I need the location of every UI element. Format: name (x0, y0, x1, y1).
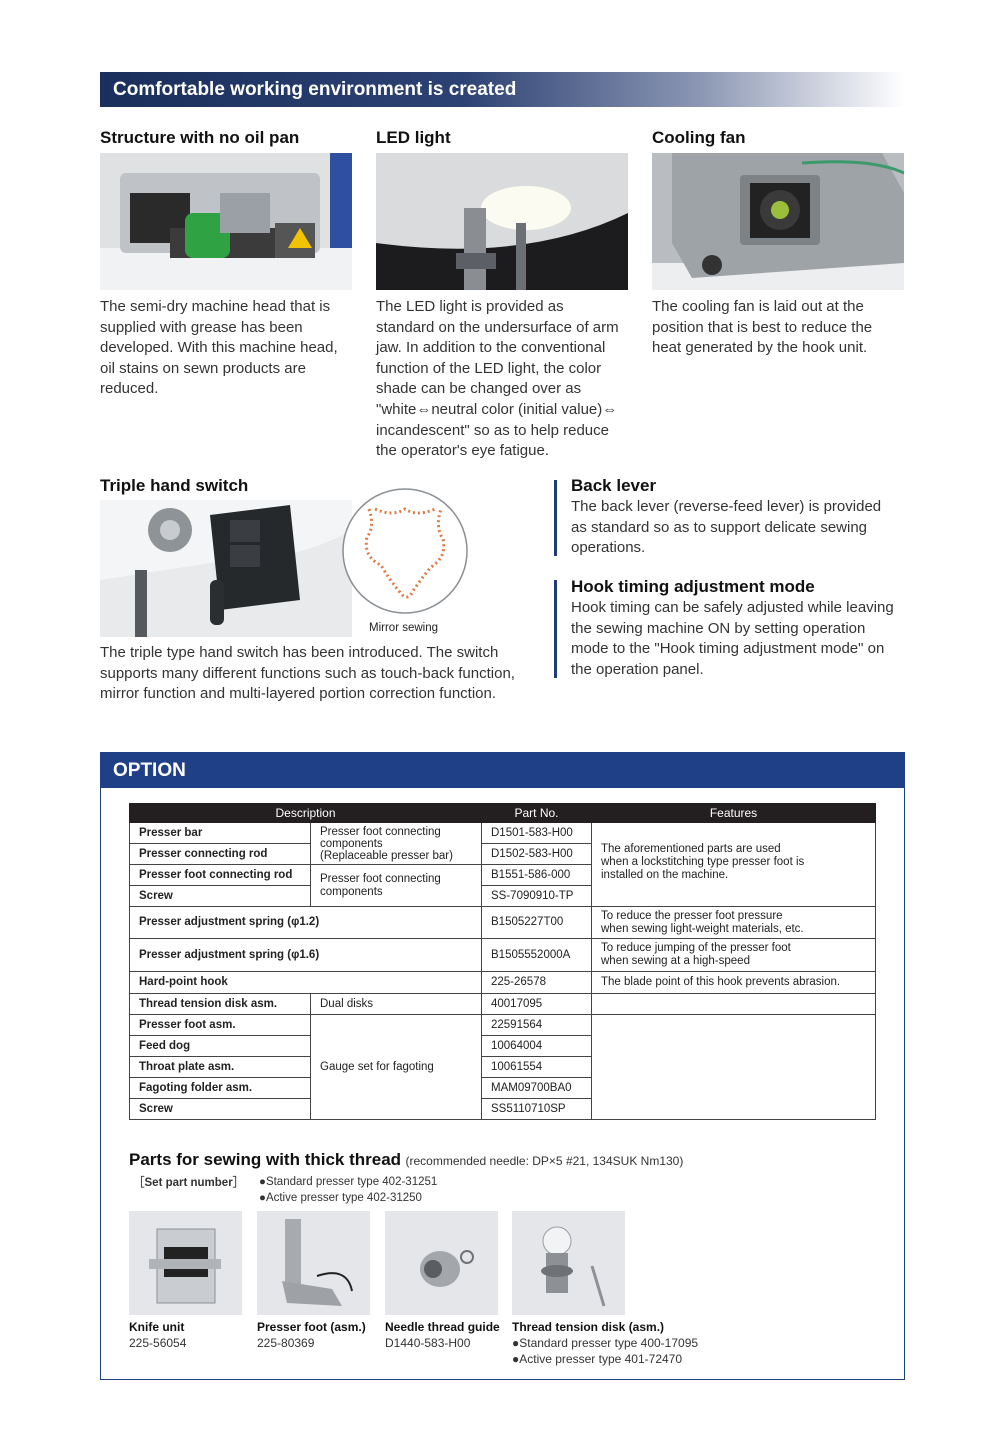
hook-timing-accent-bar (554, 580, 557, 678)
text-line: The semi-dry machine head that is (100, 298, 331, 315)
text-line: jaw. In addition to the conventional (376, 339, 606, 357)
feature-line: when sewing at a high-speed (601, 955, 750, 967)
feature-line: The aforementioned parts are used (601, 843, 781, 855)
text-line: The cooling fan is laid out at the (652, 298, 864, 315)
part-caption-number: 225-56054 (129, 1336, 187, 1350)
part-features (592, 939, 876, 972)
text-line: The back lever (reverse-feed lever) is provided (571, 498, 882, 515)
text-line: position that is best to reduce the (652, 318, 873, 336)
text-line: operations. (571, 539, 646, 557)
feature-line: To reduce jumping of the presser foot (601, 942, 791, 954)
part-description (311, 865, 482, 907)
text-line: supports many different functions such as touch-back function, (100, 664, 515, 682)
desc-line: Presser foot connecting (320, 872, 441, 885)
back-lever-title: Back lever (571, 476, 657, 495)
part-caption-number: D1440-583-H00 (385, 1336, 471, 1350)
part-name: Hard-point hook (130, 972, 482, 994)
part-number: B1551-586-000 (482, 865, 592, 886)
needle-thread-guide-image (385, 1211, 498, 1315)
part-number: 10064004 (482, 1036, 592, 1057)
table-row (130, 907, 876, 939)
set-part-label: ［Set part number］ (133, 1177, 245, 1189)
banner-title: Comfortable working environment is created (113, 79, 517, 100)
set-part-list (259, 1174, 437, 1206)
desc-line: (Replaceable presser bar) (320, 849, 453, 862)
table-row (130, 823, 876, 844)
part-number: SS5110710SP (482, 1099, 592, 1120)
part-name: Presser foot connecting rod (130, 865, 311, 886)
text-line: Hook timing can be safely adjusted while leaving (571, 599, 894, 616)
text-line: standard on the undersurface of arm (376, 318, 619, 336)
text-line: reduced. (100, 380, 159, 398)
part-name: Screw (130, 886, 311, 907)
text-line: The LED light is provided as (376, 298, 564, 315)
hand-switch-photo (100, 500, 352, 637)
part-caption (512, 1319, 698, 1367)
section-banner (100, 72, 905, 107)
part-number: D1502-583-H00 (482, 844, 592, 865)
part-caption-number: ●Standard presser type 400-17095 (512, 1336, 699, 1350)
desc-line: components (320, 837, 383, 850)
hook-timing-text (571, 598, 911, 680)
desc-line: Presser foot connecting (320, 825, 441, 838)
feature-text-fan (652, 297, 912, 359)
part-caption-name: Knife unit (129, 1320, 185, 1334)
back-lever-text (571, 497, 911, 559)
part-caption-name: Presser foot (asm.) (257, 1320, 366, 1334)
part-description (311, 823, 482, 865)
part-name: Feed dog (130, 1036, 311, 1057)
feature-title-oil-pan: Structure with no oil pan (100, 128, 300, 147)
part-features (592, 1015, 876, 1120)
needle-note: (recommended needle: DP×5 #21, 134SUK Nm130) (405, 1154, 684, 1168)
text-line: oil stains on sewn products are (100, 359, 306, 377)
part-description: Gauge set for fagoting (311, 1015, 482, 1120)
option-table (129, 803, 876, 1120)
part-number: 40017095 (482, 994, 592, 1015)
header-features: Features (592, 804, 876, 823)
part-number: 225-26578 (482, 972, 592, 994)
text-line: the sewing machine ON by setting operation (571, 619, 866, 637)
back-lever-accent-bar (554, 480, 557, 556)
part-name: Presser connecting rod (130, 844, 311, 865)
feature-line: when a lockstitching type presser foot is (601, 856, 805, 868)
feature-line: installed on the machine. (601, 869, 729, 881)
part-name: Thread tension disk asm. (130, 994, 311, 1015)
part-caption-number: 225-80369 (257, 1336, 315, 1350)
part-features (592, 994, 876, 1015)
set-item: ●Active presser type 402-31250 (259, 1192, 422, 1204)
thick-thread-heading (129, 1150, 683, 1170)
feature-line: when sewing light-weight materials, etc. (601, 922, 804, 935)
thick-thread-title: Parts for sewing with thick thread (129, 1150, 402, 1169)
text-line: mode to the "Hook timing adjustment mode" on (571, 640, 885, 658)
option-header (101, 753, 904, 788)
mirror-sewing-caption: Mirror sewing (369, 622, 439, 634)
text-line: developed. With this machine head, (100, 339, 338, 357)
header-part-no: Part No. (482, 804, 592, 823)
part-name: Throat plate asm. (130, 1057, 311, 1078)
option-title: OPTION (113, 760, 186, 781)
part-name: Presser bar (130, 823, 311, 844)
text-line: the operation panel. (571, 660, 704, 678)
part-caption-number: ●Active presser type 401-72470 (512, 1352, 683, 1366)
header-description: Description (130, 804, 482, 823)
part-number: B1505227T00 (482, 907, 592, 939)
mirror-sewing-circle (341, 487, 469, 615)
led-light-photo (376, 153, 628, 290)
part-features (592, 823, 876, 907)
part-caption (385, 1319, 500, 1351)
part-name: Presser adjustment spring (φ1.6) (130, 939, 482, 972)
part-number: 10061554 (482, 1057, 592, 1078)
part-name: Presser foot asm. (130, 1015, 311, 1036)
set-item: ●Standard presser type 402-31251 (259, 1176, 438, 1188)
part-name: Fagoting folder asm. (130, 1078, 311, 1099)
table-row (130, 994, 876, 1015)
table-header-row (130, 804, 876, 823)
knife-unit-image (129, 1211, 242, 1315)
text-line: mirror function and multi-layered portion correction function. (100, 685, 497, 703)
text-line: function of the LED light, the color (376, 359, 602, 377)
hook-timing-title: Hook timing adjustment mode (571, 577, 815, 596)
table-row (130, 972, 876, 994)
part-number: D1501-583-H00 (482, 823, 592, 844)
part-number: 22591564 (482, 1015, 592, 1036)
text-line: incandescent" so as to help reduce (376, 421, 609, 439)
feature-line: To reduce the presser foot pressure (601, 909, 783, 922)
feature-text-led (376, 297, 646, 462)
text-line: shade can be changed over as (376, 380, 582, 398)
part-features (592, 907, 876, 939)
table-row (130, 1015, 876, 1036)
part-number: B1505552000A (482, 939, 592, 972)
part-number: SS-7090910-TP (482, 886, 592, 907)
part-name: Presser adjustment spring (φ1.2) (130, 907, 482, 939)
part-caption (257, 1319, 366, 1351)
feature-title-led: LED light (376, 128, 451, 147)
part-caption (129, 1319, 186, 1351)
table-row (130, 939, 876, 972)
part-caption-name: Thread tension disk (asm.) (512, 1320, 665, 1334)
part-description: Dual disks (311, 994, 482, 1015)
thread-tension-disk-image (512, 1211, 625, 1315)
machine-head-photo (100, 153, 352, 290)
part-name: Screw (130, 1099, 311, 1120)
triple-switch-text (100, 643, 540, 705)
triple-switch-title: Triple hand switch (100, 476, 249, 495)
presser-foot-image (257, 1211, 370, 1315)
text-line: The triple type hand switch has been introduced. The switch (100, 644, 499, 661)
text-line: as standard so as to support delicate sewing (571, 518, 868, 536)
feature-text-oil-pan (100, 297, 360, 400)
text-line: the operator's eye fatigue. (376, 442, 549, 460)
part-features: The blade point of this hook prevents abrasion. (592, 972, 876, 994)
text-line: "white⇔neutral color (initial value)⇔ (376, 400, 618, 418)
text-line: heat generated by the hook unit. (652, 339, 868, 357)
part-number: MAM09700BA0 (482, 1078, 592, 1099)
part-caption-name: Needle thread guide (385, 1320, 500, 1334)
desc-line: components (320, 885, 383, 898)
text-line: supplied with grease has been (100, 318, 303, 336)
cooling-fan-photo (652, 153, 904, 290)
feature-title-fan: Cooling fan (652, 128, 746, 147)
